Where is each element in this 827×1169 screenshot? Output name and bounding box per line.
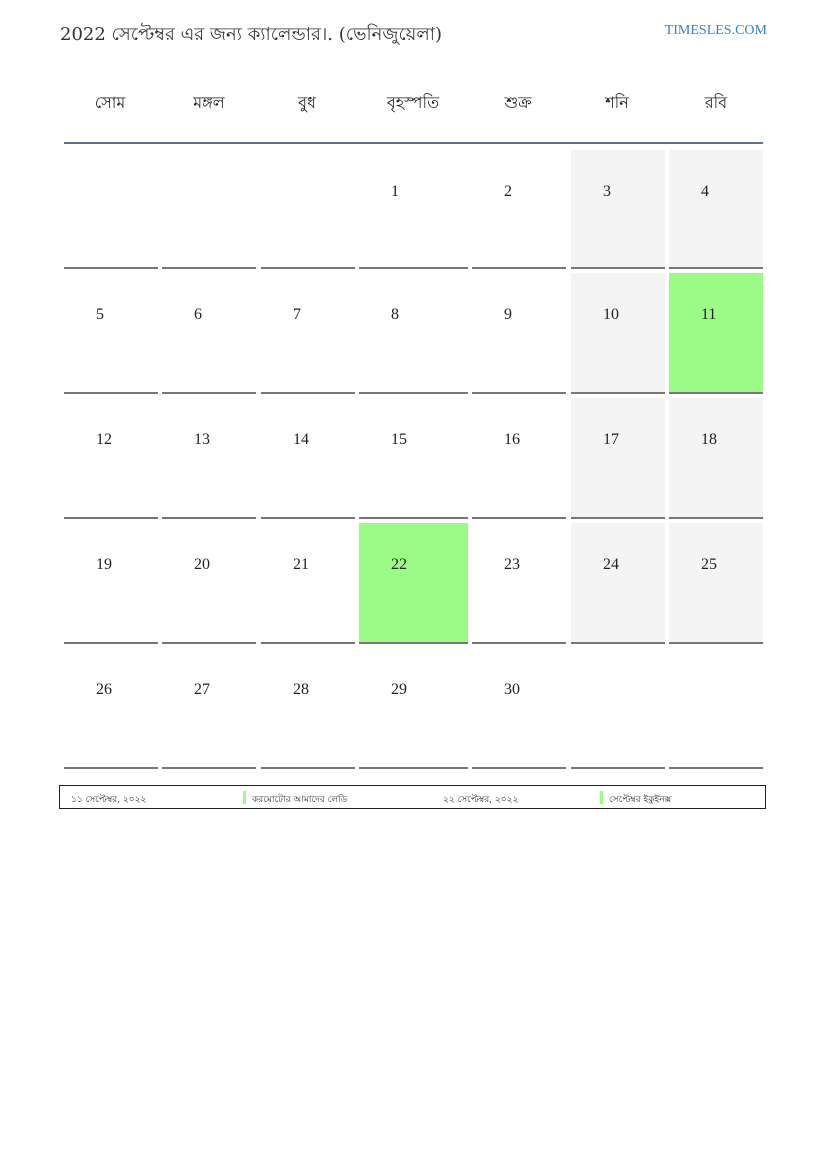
day-cell — [571, 273, 665, 394]
day-cell — [472, 523, 566, 644]
day-number: 14 — [293, 431, 309, 448]
weekday-header — [64, 85, 763, 144]
day-number: 5 — [96, 306, 104, 323]
weekday-thursday: বৃহস্পতি — [386, 93, 440, 112]
day-cell — [261, 523, 355, 644]
legend-color-swatch — [600, 791, 603, 804]
day-cell — [162, 273, 256, 394]
day-number: 25 — [701, 556, 717, 573]
day-number: 3 — [603, 183, 611, 200]
day-number: 2 — [504, 183, 512, 200]
day-number: 28 — [293, 681, 309, 698]
day-number: 10 — [603, 306, 619, 323]
day-number: 4 — [701, 183, 709, 200]
weekday-friday: শুক্র — [504, 93, 532, 112]
day-cell — [64, 273, 158, 394]
day-cell — [669, 273, 763, 394]
day-cell — [571, 523, 665, 644]
day-number: 12 — [96, 431, 112, 448]
day-cell — [669, 523, 763, 644]
empty-day-cell — [64, 150, 158, 269]
day-number: 19 — [96, 556, 112, 573]
empty-day-cell — [261, 150, 355, 269]
day-number: 16 — [504, 431, 520, 448]
day-number: 30 — [504, 681, 520, 698]
day-number: 20 — [194, 556, 210, 573]
day-number: 18 — [701, 431, 717, 448]
day-cell — [571, 150, 665, 269]
day-number: 26 — [96, 681, 112, 698]
legend-holiday-name: সেপ্টেম্বর ইকুইনক্স — [609, 795, 672, 805]
empty-day-cell — [571, 648, 665, 769]
day-cell — [669, 150, 763, 269]
weekday-monday: সোম — [94, 93, 126, 112]
day-number: 13 — [194, 431, 210, 448]
day-cell — [359, 273, 468, 394]
day-number: 11 — [701, 306, 717, 323]
day-cell — [669, 398, 763, 519]
legend-holiday-name: করমোটোর আমাদের লেডি — [252, 795, 348, 805]
day-cell — [261, 648, 355, 769]
day-cell — [359, 150, 468, 269]
day-number: 7 — [293, 306, 301, 323]
day-cell — [162, 398, 256, 519]
day-cell — [64, 398, 158, 519]
day-cell — [359, 523, 468, 644]
day-cell — [261, 398, 355, 519]
day-cell — [64, 648, 158, 769]
weekday-sunday: রবি — [704, 93, 728, 112]
weekday-wednesday: বুধ — [298, 93, 316, 112]
day-number: 27 — [194, 681, 210, 698]
day-cell — [359, 648, 468, 769]
legend-date: ১১ সেপ্টেম্বর, ২০২২ — [71, 795, 147, 805]
day-cell — [359, 398, 468, 519]
day-number: 22 — [391, 556, 407, 573]
day-number: 29 — [391, 681, 407, 698]
legend-color-swatch — [243, 791, 246, 804]
day-number: 23 — [504, 556, 520, 573]
day-cell — [571, 398, 665, 519]
day-number: 9 — [504, 306, 512, 323]
empty-day-cell — [162, 150, 256, 269]
day-number: 21 — [293, 556, 309, 573]
day-cell — [64, 523, 158, 644]
day-cell — [162, 523, 256, 644]
page-title: 2022 সেপ্টেম্বর এর জন্য ক্যালেন্ডার।. (ভেনিজুয়েলা) — [60, 24, 442, 45]
empty-day-cell — [669, 648, 763, 769]
day-number: 1 — [391, 183, 399, 200]
day-cell — [472, 398, 566, 519]
day-number: 6 — [194, 306, 202, 323]
day-number: 15 — [391, 431, 407, 448]
holiday-legend — [59, 785, 766, 809]
day-number: 8 — [391, 306, 399, 323]
legend-date: ২২ সেপ্টেম্বর, ২০২২ — [443, 795, 519, 805]
day-cell — [261, 273, 355, 394]
day-cell — [472, 150, 566, 269]
weekday-tuesday: মঙ্গল — [193, 93, 225, 112]
site-link[interactable]: TIMESLES.COM — [664, 23, 767, 38]
day-number: 24 — [603, 556, 619, 573]
day-cell — [162, 648, 256, 769]
day-cell — [472, 273, 566, 394]
day-cell — [472, 648, 566, 769]
day-number: 17 — [603, 431, 619, 448]
weekday-saturday: শনি — [605, 93, 629, 112]
